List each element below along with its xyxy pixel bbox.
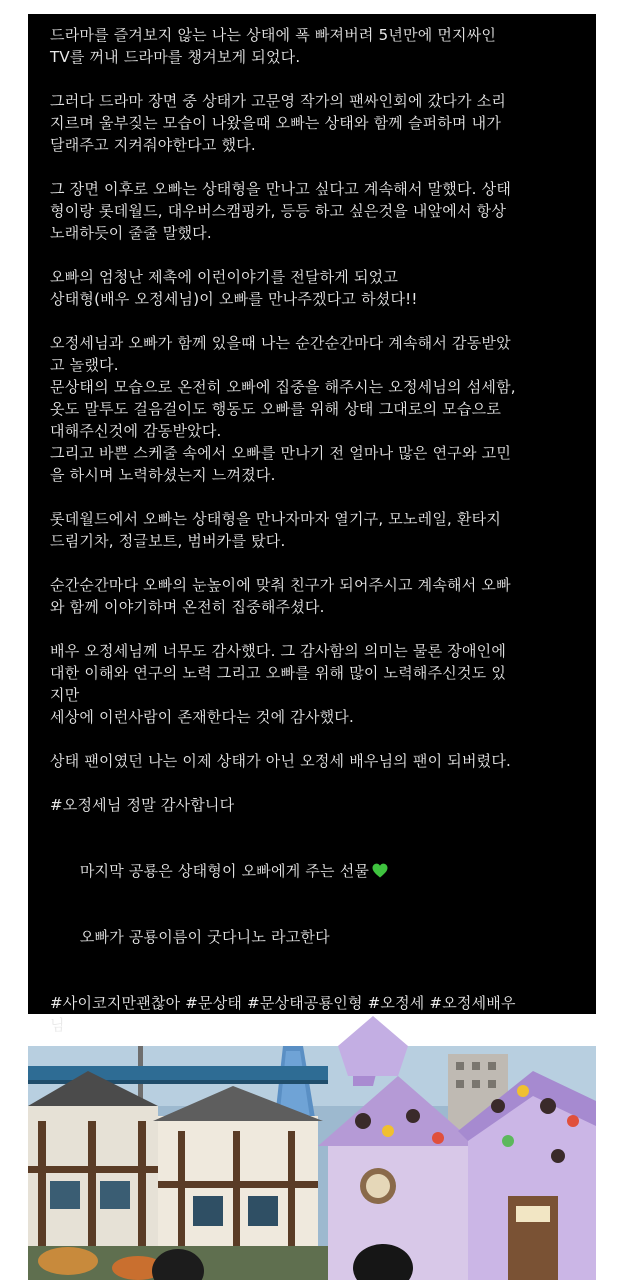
paragraph-5: 오정세님과 오빠가 함께 있을때 나는 순간순간마다 계속해서 감동받았 고 놀랬다. 문상태의 모습으로 온전히 오빠에 집중을 해주시는 오정세님의 섬세함, 옷도 말투도 걸음걸이도 행동도 오빠를 위해 상태 그대로의 모습으로 대해주신것에 감동받았다. 그리고 바쁜 스케줄 속에서 오빠를 만나기 전 얼마나 많은 연구와 고민 을 하시며 노력하셨는지 느껴졌다. <box>50 334 516 484</box>
paragraph-3: 그 장면 이후로 오빠는 상태형을 만나고 싶다고 계속해서 말했다. 상태 형이랑 롯데월드, 대우버스캠핑카, 등등 하고 싶은것을 내앞에서 항상 노래하듯이 줄줄 말했다. <box>50 180 512 242</box>
paragraph-1: 드라마를 즐겨보지 않는 나는 상태에 폭 빠져버려 5년만에 먼지싸인 TV를 꺼내 드라마를 챙겨보게 되었다. <box>50 26 497 66</box>
paragraph-6: 롯데월드에서 오빠는 상태형을 만나자마자 열기구, 모노레일, 환타지 드림기차, 정글보트, 범버카를 탔다. <box>50 510 502 550</box>
paragraph-9: 상태 팬이였던 나는 이제 상태가 아닌 오정세 배우님의 팬이 되버렸다. <box>50 752 512 770</box>
paragraph-4: 오빠의 엄청난 제촉에 이런이야기를 전달하게 되었고 상태형(배우 오정세님)이 오빠를 만나주겠다고 하셨다!! <box>50 268 418 308</box>
hashtags: #사이코지만괜찮아 #문상태 #문상태공룡인형 #오정세 #오정세배우 님 <box>50 994 516 1034</box>
paragraph-7: 순간순간마다 오빠의 눈높이에 맞춰 친구가 되어주시고 계속해서 오빠 와 함께 이야기하며 온전히 집중해주셨다. <box>50 576 511 616</box>
green-heart-icon <box>372 863 388 878</box>
post-text-panel <box>28 14 596 1034</box>
paragraph-8: 배우 오정세님께 너무도 감사했다. 그 감사함의 의미는 물론 장애인에 대한 이해와 연구의 노력 그리고 오빠를 위해 많이 노력해주신것도 있 지만 세상에 이런사람이 존재한다는 것에 감사했다. <box>50 642 507 726</box>
post-body <box>28 14 596 1036</box>
lotte-world-photo <box>28 1046 596 1280</box>
gift-line-2: 오빠가 공룡이름이 굿다니노 라고한다 <box>79 928 330 946</box>
paragraph-10: #오정세님 정말 감사합니다 <box>50 796 235 814</box>
paragraph-2: 그러다 드라마 장면 중 상태가 고문영 작가의 팬싸인회에 갔다가 소리 지르며 울부짖는 모습이 나왔을때 오빠는 상태와 함께 슬퍼하며 내가 달래주고 지켜줘야한다고 했다. <box>50 92 507 154</box>
gift-paragraph <box>50 838 570 970</box>
gift-line-1: 마지막 공룡은 상태형이 오빠에게 주는 선물 <box>79 862 370 880</box>
